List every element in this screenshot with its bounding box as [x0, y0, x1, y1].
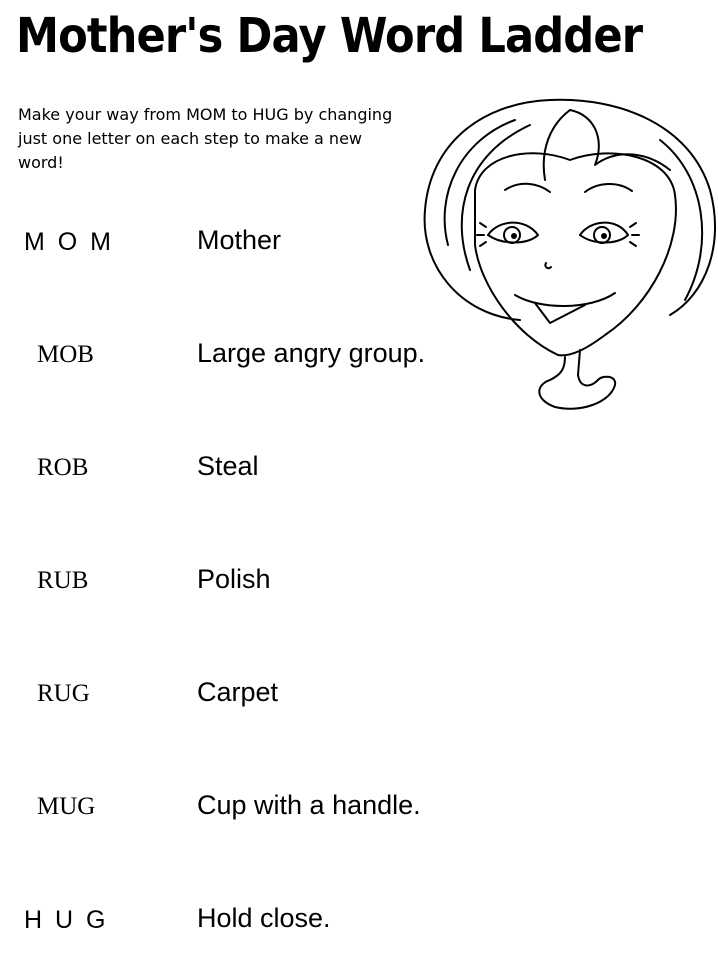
ladder-word: RUB [37, 567, 89, 594]
ladder-rung [0, 674, 718, 714]
left-eyebrow [505, 184, 550, 192]
face-outline [475, 153, 676, 355]
instructions-text: Make your way from MOM to HUG by changing just one letter on each step to make a new word! [18, 105, 393, 172]
ladder-clue: Mother [197, 225, 282, 255]
ladder-clue: Carpet [197, 677, 279, 707]
ladder-clue: Large angry group. [197, 338, 426, 368]
ladder-clue: Hold close. [197, 903, 331, 933]
ladder-rung [0, 900, 718, 940]
ladder-word: M O M [24, 228, 111, 256]
ladder-word: H U G [24, 906, 106, 934]
ladder-clue: Cup with a handle. [197, 790, 421, 820]
ladder-rung [0, 787, 718, 827]
ladder-clue: Steal [197, 451, 259, 481]
smile [515, 293, 615, 306]
mother-face-illustration [420, 95, 718, 425]
ladder-word: ROB [37, 454, 89, 481]
ladder-word: MUG [37, 793, 96, 820]
ladder-clue: Polish [197, 564, 271, 594]
ladder-rung [0, 448, 718, 488]
page-title: Mother's Day Word Ladder [16, 8, 643, 64]
ladder-rung [0, 561, 718, 601]
hair-outline [425, 100, 715, 320]
right-eyebrow [585, 184, 632, 192]
ladder-word: RUG [37, 680, 90, 707]
ladder-word: MOB [37, 341, 94, 368]
